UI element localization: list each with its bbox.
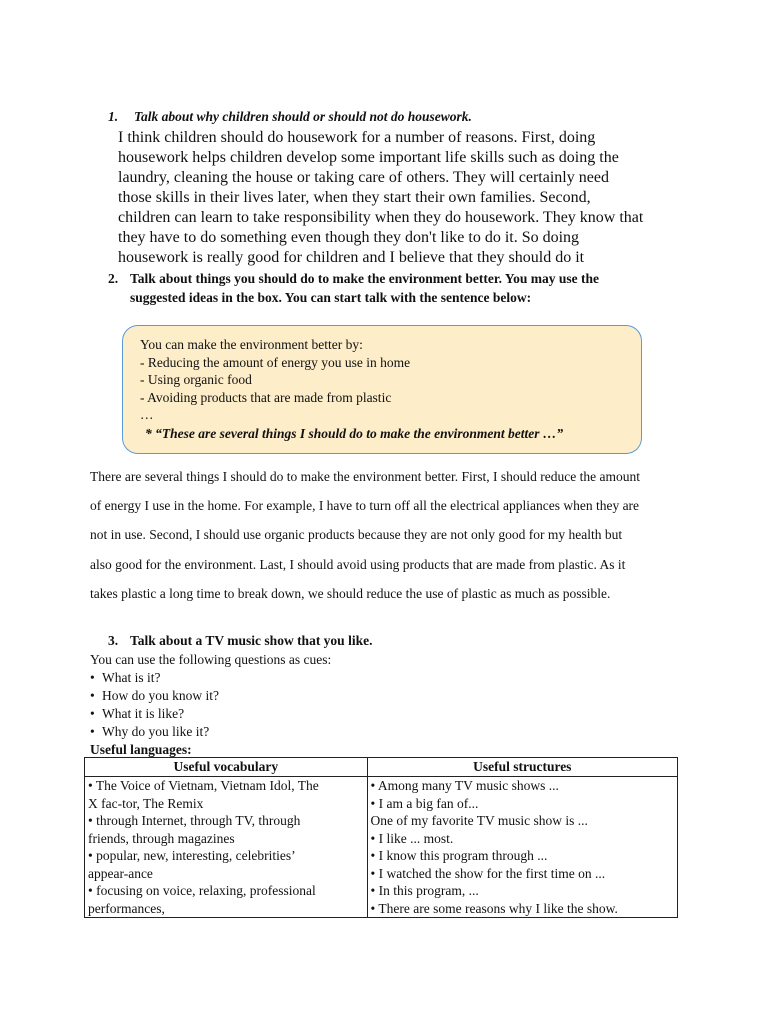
- question-3-cues: [90, 651, 331, 759]
- answer-1-line: those skills in their lives later, when they start their own families. Second,: [118, 189, 591, 206]
- cue-item: • How do you know it?: [90, 688, 219, 703]
- structure-line: • There are some reasons why I like the show.: [370, 900, 618, 916]
- answer-1-line: housework helps children develop some important life skills such as doing the: [118, 149, 619, 166]
- table-row: [85, 777, 678, 918]
- structures-cell: [367, 777, 677, 918]
- idea-item: - Avoiding products that are made from plastic: [140, 389, 392, 405]
- structure-line: • In this program, ...: [370, 883, 479, 898]
- structure-line: • I like ... most.: [370, 830, 454, 846]
- question-1-text: Talk about why children should or should not do housework.: [134, 109, 472, 124]
- ideas-intro: You can make the environment better by:: [140, 337, 363, 352]
- answer-2-line: takes plastic a long time to break down, we should reduce the use of plastic as much as possible.: [90, 585, 611, 601]
- question-2-heading: [108, 269, 599, 307]
- cue-item: • What it is like?: [90, 706, 185, 721]
- answer-1-paragraph: [118, 128, 678, 268]
- cue-item: • Why do you like it?: [90, 724, 210, 739]
- answer-1-line: they have to do something even though they don't like to do it. So doing: [118, 229, 580, 246]
- cues-intro: You can use the following questions as cues:: [90, 652, 332, 667]
- idea-ellipsis: …: [140, 407, 154, 422]
- answer-2-line: not in use. Second, I should use organic products because they are not only good for my health but: [90, 527, 623, 543]
- answer-1-line: I think children should do housework for a number of reasons. First, doing: [118, 129, 596, 146]
- question-3-number: 3.: [108, 633, 119, 648]
- vocabulary-line: • focusing on voice, relaxing, professional: [88, 883, 316, 898]
- answer-2-paragraph: [90, 462, 640, 608]
- vocabulary-line: appear-ance: [88, 865, 153, 881]
- structure-line: One of my favorite TV music show is ...: [370, 813, 588, 828]
- answer-2-line: There are several things I should do to make the environment better. First, I should reduce the amount: [90, 469, 640, 484]
- structure-line: • I am a big fan of...: [370, 795, 479, 811]
- structure-line: • I know this program through ...: [370, 848, 548, 863]
- question-2-number: 2.: [108, 271, 119, 286]
- starter-sentence: * “These are several things I should do to make the environment better …”: [145, 426, 564, 441]
- header-useful-structures: Useful structures: [367, 758, 677, 777]
- vocabulary-line: • popular, new, interesting, celebrities’: [88, 848, 296, 863]
- table-header-row: [85, 758, 678, 777]
- vocabulary-line: performances,: [88, 900, 165, 916]
- vocabulary-cell: [85, 777, 368, 918]
- answer-2-line: also good for the environment. Last, I should avoid using products that are made from plastic. As it: [90, 556, 626, 572]
- question-2-text-line-1: Talk about things you should do to make the environment better. You may use the: [130, 271, 599, 286]
- structure-line: • Among many TV music shows ...: [370, 778, 559, 793]
- suggested-ideas-list: [140, 336, 410, 424]
- header-useful-vocabulary: Useful vocabulary: [85, 758, 368, 777]
- cue-item: • What is it?: [90, 670, 161, 685]
- idea-item: - Using organic food: [140, 372, 252, 387]
- question-1-heading: [108, 109, 472, 125]
- question-1-number: 1.: [108, 109, 119, 124]
- question-2-text-line-2: suggested ideas in the box. You can start talk with the sentence below:: [130, 290, 532, 305]
- answer-1-line: children can learn to take responsibility when they do housework. They know that: [118, 209, 644, 226]
- vocabulary-line: • The Voice of Vietnam, Vietnam Idol, The: [88, 778, 319, 793]
- useful-language-table: [84, 757, 678, 918]
- answer-2-line: of energy I use in the home. For example, I have to turn off all the electrical appliances when they are: [90, 498, 640, 514]
- vocabulary-line: • through Internet, through TV, through: [88, 813, 301, 828]
- question-3-text: Talk about a TV music show that you like.: [130, 633, 373, 648]
- question-3-heading: [108, 633, 372, 649]
- idea-item: - Reducing the amount of energy you use in home: [140, 354, 411, 370]
- useful-languages-label: Useful languages:: [90, 742, 192, 757]
- vocabulary-line: friends, through magazines: [88, 830, 235, 846]
- structure-line: • I watched the show for the first time on ...: [370, 865, 606, 881]
- vocabulary-line: X fac-tor, The Remix: [88, 795, 204, 811]
- answer-1-line: housework is really good for children and I believe that they should do it: [118, 249, 585, 266]
- answer-1-line: laundry, cleaning the house or taking care of others. They will certainly need: [118, 169, 609, 186]
